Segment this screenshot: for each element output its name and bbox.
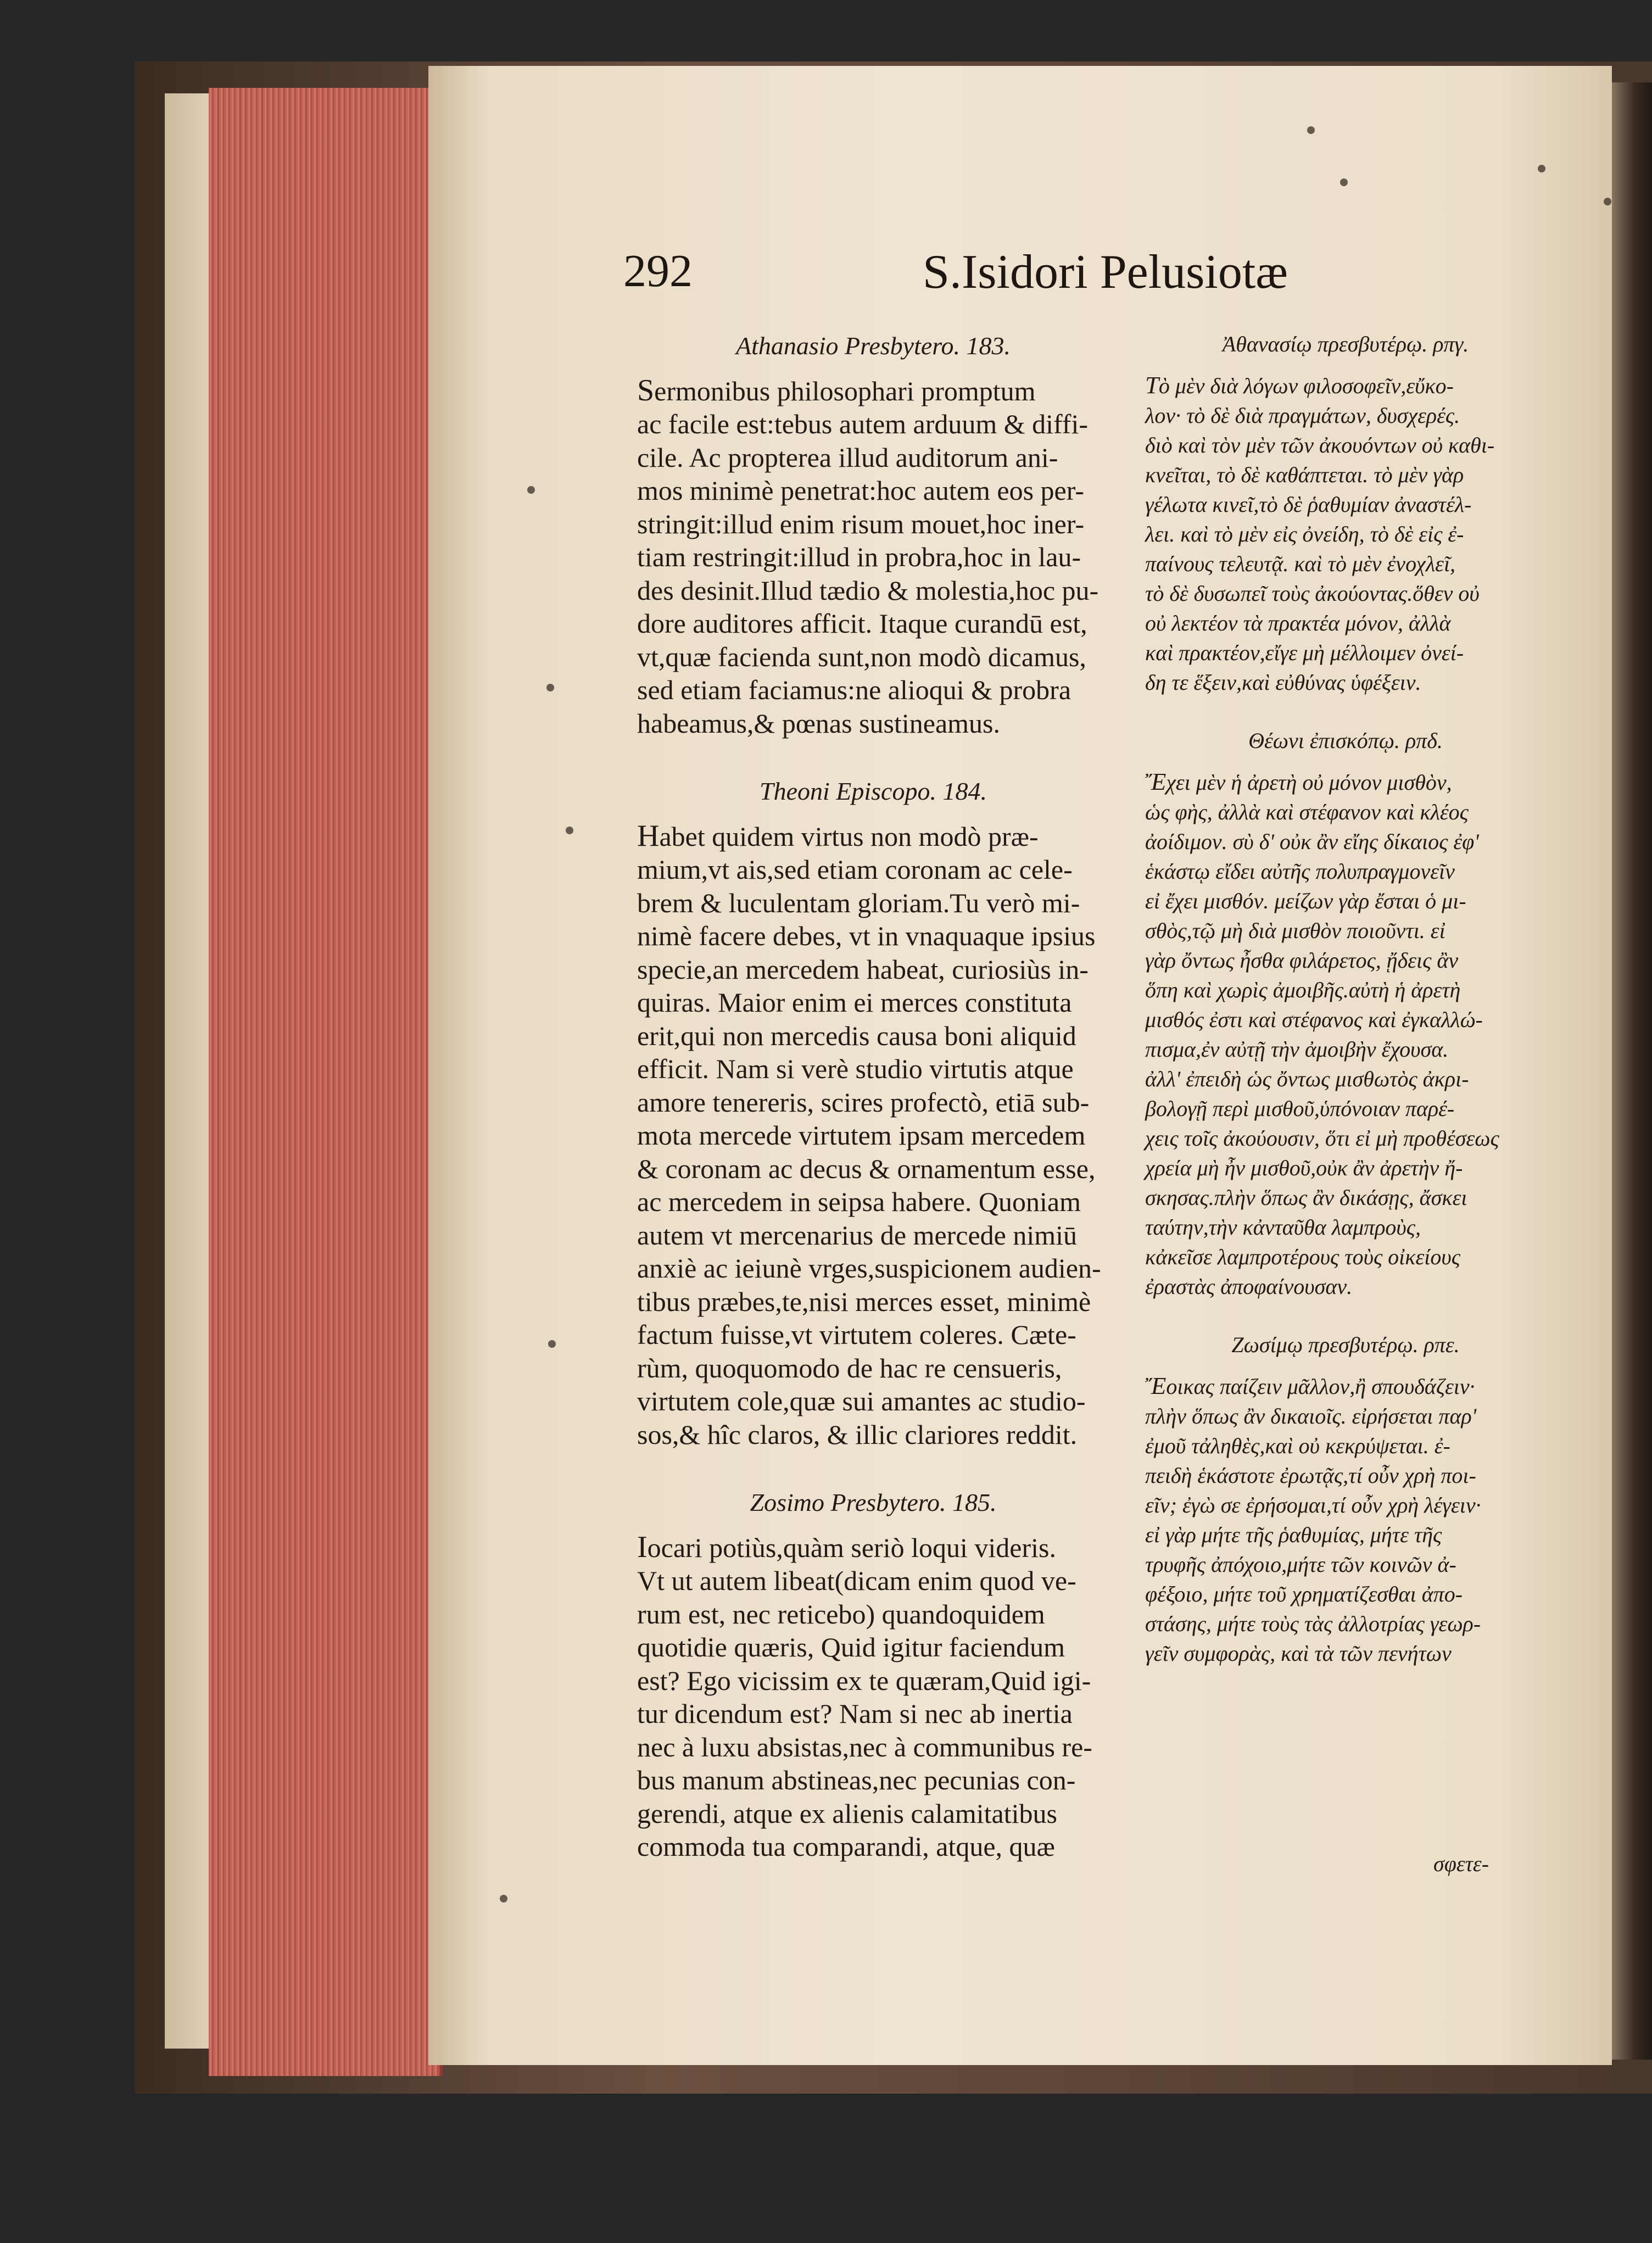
letter-gap [1145,698,1546,726]
ink-spot [546,684,554,691]
text-line: amore tenereris, scires profectò, etiā sub- [637,1086,1090,1118]
text-line: anxiè ac ieiunè vrges,suspicionem audien- [637,1253,1101,1284]
ink-spot [566,827,573,834]
text-line: τὸ δὲ δυσωπεῖ τοὺς ἀκούοντας.ὅθεν οὐ [1145,581,1480,606]
text-line: Sermonibus philosophari promptum [637,373,1036,408]
text-line: κἀκεῖσε λαμπροτέρους τοὺς οἰκείους [1145,1245,1460,1269]
text-line: στάσης, μήτε τοὺς τὰς ἀλλοτρίας γεωρ- [1145,1611,1481,1636]
text-line: κνεῖται, τὸ δὲ καθάπτεται. τὸ μὲν γὰρ [1145,462,1464,487]
ink-spot [1307,126,1315,134]
letter-heading: Ζωσίμῳ πρεσβυτέρῳ. ρπε. [1231,1332,1460,1357]
greek-column [1145,330,1546,1669]
book-page [428,66,1612,2065]
text-line: nimè facere debes, vt in vnaquaque ipsius [637,920,1096,951]
text-line: vt,quæ facienda sunt,non modò dicamus, [637,641,1086,672]
ink-spot [527,486,535,494]
text-line: σθὸς,τῷ μὴ διὰ μισθὸν ποιοῦντι. εἰ [1145,918,1446,943]
text-line: tur dicendum est? Nam si nec ab inertia [637,1698,1073,1729]
red-page-edges [209,88,443,2076]
text-line: rùm, quoquomodo de hac re censueris, [637,1352,1062,1383]
text-line: autem vt mercenarius de mercede nimiū [637,1219,1078,1251]
text-line: efficit. Nam si verè studio virtutis atque [637,1053,1074,1084]
text-line: διὸ καὶ τὸν μὲν τῶν ἀκουόντων οὐ καθι- [1145,433,1495,457]
page-number: 292 [623,245,693,297]
text-line: Τὸ μὲν διὰ λόγων φιλοσοφεῖν,εὔκο- [1145,371,1454,399]
text-line: ac facile est:tebus autem arduum & diffi- [637,409,1088,439]
text-line: habeamus,& pœnas sustineamus. [637,707,1001,739]
latin-column [637,330,1109,1863]
text-line: sos,& hîc claros, & illic clariores reddit. [637,1419,1078,1450]
text-line: des desinit.Illud tædio & molestia,hoc pu- [637,574,1099,606]
text-line: cile. Ac propterea illud auditorum ani- [637,442,1058,473]
text-line: φέξοιο, μήτε τοῦ χρηματίζεσθαι ἀπο- [1145,1582,1463,1606]
text-line: ἀοίδιμον. σὺ δ' οὐκ ἂν εἴης δίκαιος ἐφ' [1145,829,1479,854]
text-line: factum fuisse,vt virtutem coleres. Cæte- [637,1319,1076,1350]
ink-spot [1604,198,1611,205]
ink-spot [500,1895,507,1902]
text-line: tibus præbes,te,nisi merces esset, minimè [637,1286,1091,1317]
text-line: γεῖν συμφορὰς, καὶ τὰ τῶν πενήτων [1145,1641,1452,1666]
text-line: καὶ πρακτέον,εἴγε μὴ μέλλοιμεν ὀνεί- [1145,640,1464,665]
text-line: & coronam ac decus & ornamentum esse, [637,1153,1096,1184]
text-line: λον· τὸ δὲ διὰ πραγμάτων, δυσχερές. [1145,403,1460,428]
text-line: virtutem cole,quæ sui amantes ac studio- [637,1386,1086,1416]
letter-gap [637,740,1109,775]
text-line: εἰ ἔχει μισθόν. μείζων γὰρ ἔσται ὁ μι- [1145,889,1466,913]
text-line: est? Ego vicissim ex te quæram,Quid igi- [637,1665,1091,1696]
text-line: μισθός ἐστι καὶ στέφανος καὶ ἐγκαλλώ- [1145,1007,1483,1032]
text-line: quiras. Maior enim ei merces constituta [637,987,1072,1018]
text-line: quotidie quæris, Quid igitur faciendum [637,1632,1065,1662]
text-line: γὰρ ὄντως ἦσθα φιλάρετος, ᾔδεις ἂν [1145,948,1459,973]
text-line: χρεία μὴ ἦν μισθοῦ,οὐκ ἂν ἀρετὴν ἤ- [1145,1156,1463,1180]
running-title: S.Isidori Pelusiotæ [923,245,1288,299]
text-line: dore auditores afficit. Itaque curandū est, [637,608,1087,639]
text-line: χεις τοῖς ἀκούουσιν, ὅτι εἰ μὴ προθέσεως [1145,1126,1499,1151]
text-line: specie,an mercedem habeat, curiosiùs in- [637,953,1089,985]
letter-heading: Theoni Episcopo. 184. [760,777,987,805]
text-line: erit,qui non mercedis causa boni aliquid [637,1020,1076,1051]
text-line: ἑκάστῳ εἴδει αὐτῆς πολυπραγμονεῖν [1145,859,1455,884]
text-line: Ἔχει μὲν ἡ ἀρετὴ οὐ μόνον μισθὸν, [1145,768,1452,795]
text-line: ἀλλ' ἐπειδὴ ὡς ὄντως μισθωτὸς ἀκρι- [1145,1067,1469,1091]
text-line: πλὴν ὅπως ἂν δικαιοῖς. εἰρήσεται παρ' [1145,1404,1477,1429]
text-line: πισμα,ἐν αὐτῇ τὴν ἀμοιβὴν ἔχουσα. [1145,1037,1449,1062]
text-line: παίνους τελευτᾷ. καὶ τὸ μὲν ἐνοχλεῖ, [1145,551,1456,576]
text-line: stringit:illud enim risum mouet,hoc iner- [637,508,1085,539]
letter-heading: Athanasio Presbytero. 183. [736,332,1011,360]
text-line: ἐραστὰς ἀποφαίνουσαν. [1145,1274,1353,1299]
text-line: mium,vt ais,sed etiam coronam ac cele- [637,854,1073,885]
text-line: mota mercede virtutem ipsam mercedem [637,1120,1086,1151]
text-line: πειδὴ ἑκάστοτε ἐρωτᾷς,τί οὖν χρὴ ποι- [1145,1463,1476,1488]
text-line: βολογῇ περὶ μισθοῦ,ὑπόνοιαν παρέ- [1145,1096,1455,1121]
ink-spot [1538,165,1545,172]
text-line: bus manum abstineas,nec pecunias con- [637,1765,1076,1795]
text-line: Iocari potiùs,quàm seriò loqui videris. [637,1530,1056,1564]
text-line: οὐ λεκτέον τὰ πρακτέα μόνον, ἀλλὰ [1145,611,1451,635]
text-line: gerendi, atque ex alienis calamitatibus [637,1798,1057,1829]
text-line: ἐμοῦ τἀληθὲς,καὶ οὐ κεκρύψεται. ἐ- [1145,1433,1450,1458]
text-line: rum est, nec reticebo) quandoquidem [637,1598,1045,1630]
catchword: σφετε- [1433,1851,1489,1876]
text-line: Ἔοικας παίζειν μᾶλλον,ἢ σπουδάζειν· [1145,1372,1475,1399]
ink-spot [1340,178,1348,186]
text-line: Habet quidem virtus non modò præ- [637,818,1039,853]
text-line: ὅπη καὶ χωρὶς ἀμοιβῆς.αὐτὴ ἡ ἀρετὴ [1145,978,1461,1002]
text-line: δη τε ἕξειν,καὶ εὐθύνας ὑφέξειν. [1145,670,1421,695]
text-line: brem & luculentam gloriam.Tu verò mi- [637,887,1080,918]
text-line: Vt ut autem libeat(dicam enim quod ve- [637,1565,1076,1596]
text-line: τρυφῆς ἀπόχοιο,μήτε τῶν κοινῶν ἀ- [1145,1552,1456,1577]
text-line: εἰ γὰρ μήτε τῆς ῥαθυμίας, μήτε τῆς [1145,1522,1442,1547]
ink-spot [548,1340,556,1348]
text-line: ταύτην,τὴν κἀνταῦθα λαμπροὺς, [1145,1215,1421,1240]
letter-heading: Θέωνι ἐπισκόπῳ. ρπδ. [1248,728,1443,753]
letter-gap [637,1451,1109,1486]
text-line: ac mercedem in seipsa habere. Quoniam [637,1186,1081,1217]
text-line: nec à luxu absistas,nec à communibus re- [637,1731,1092,1762]
letter-gap [1145,1302,1546,1330]
letter-heading: Zosimo Presbytero. 185. [750,1488,997,1516]
text-line: sed etiam faciamus:ne alioqui & probra [637,674,1071,705]
text-line: commoda tua comparandi, atque, quæ [637,1831,1055,1862]
page-header [428,244,1612,310]
text-line: λει. καὶ τὸ μὲν εἰς ὀνείδη, τὸ δὲ εἰς ἐ- [1145,522,1464,546]
letter-heading: Ἀθανασίῳ πρεσβυτέρῳ. ρπγ. [1222,332,1469,356]
text-line: εῖν; ἐγὼ σε ἐρήσομαι,τί οὖν χρὴ λέγειν· [1145,1493,1481,1517]
text-line: mos minimè penetrat:hoc autem eos per- [637,475,1085,506]
text-line: ὡς φὴς, ἀλλὰ καὶ στέφανον καὶ κλέος [1145,800,1469,824]
text-line: σκησας.πλὴν ὅπως ἂν δικάσῃς, ἄσκει [1145,1185,1467,1210]
text-line: γέλωτα κινεῖ,τὸ δὲ ῥαθυμίαν ἀναστέλ- [1145,492,1472,517]
text-line: tiam restringit:illud in probra,hoc in lau- [637,542,1081,572]
